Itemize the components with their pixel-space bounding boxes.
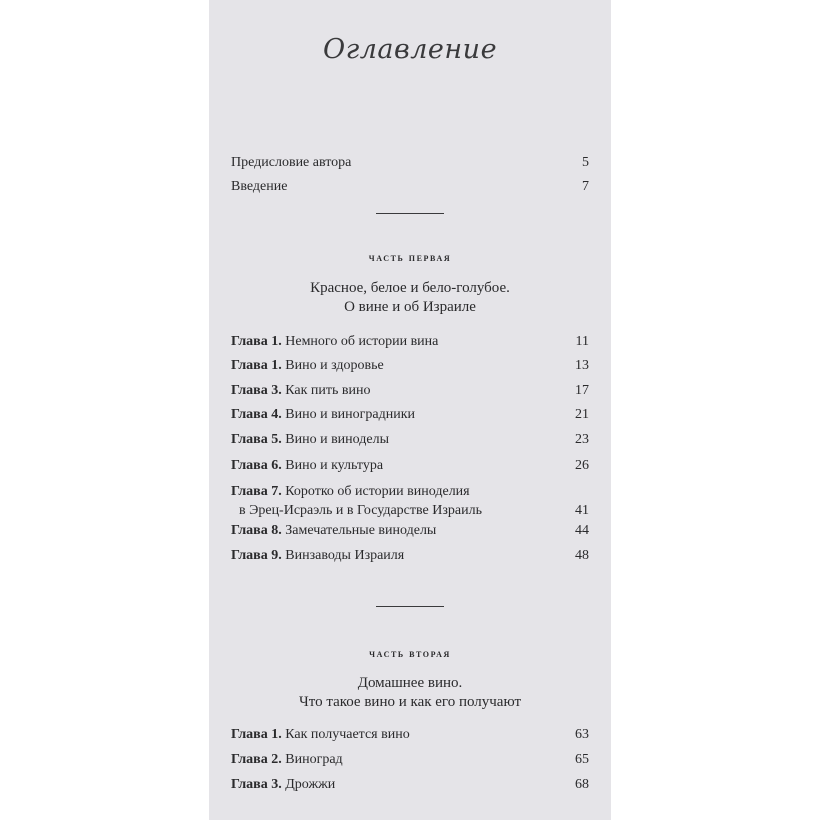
toc-entry-introduction	[231, 178, 589, 196]
part-one-title	[209, 279, 611, 317]
chapter-title: Как пить вино	[285, 383, 371, 398]
toc-entry-chapter	[231, 406, 589, 424]
chapter-number: Глава 2.	[231, 752, 282, 767]
toc-entry-chapter	[231, 431, 589, 449]
entry-page: 7	[582, 179, 589, 194]
toc-entry-preface	[231, 154, 589, 172]
entry-title: Введение	[231, 179, 288, 194]
entry-title: Предисловие автора	[231, 155, 352, 170]
book-page	[209, 0, 611, 820]
toc-entry-chapter	[231, 726, 589, 744]
part-two-title-line1: Домашнее вино.	[357, 675, 463, 691]
chapter-number: Глава 1.	[231, 727, 282, 742]
part-two-title	[209, 674, 611, 712]
toc-entry-chapter	[231, 522, 589, 540]
part-two-label: часть вторая	[369, 648, 451, 660]
part-one-title-line2: О вине и об Израиле	[344, 299, 476, 315]
chapter-number: Глава 9.	[231, 548, 282, 563]
entry-page: 13	[575, 358, 589, 373]
toc-entry-chapter	[231, 333, 589, 351]
entry-page: 17	[575, 383, 589, 398]
chapter-number: Глава 4.	[231, 407, 282, 422]
section-divider	[376, 213, 444, 214]
toc-entry-chapter	[231, 547, 589, 565]
toc-entry-chapter	[231, 776, 589, 794]
entry-page: 63	[575, 727, 589, 742]
entry-page: 41	[575, 503, 589, 518]
entry-page: 21	[575, 407, 589, 422]
chapter-title-continued: в Эрец-Исраэль и в Государстве Израиль	[239, 503, 482, 518]
chapter-number: Глава 8.	[231, 523, 282, 538]
entry-page: 44	[575, 523, 589, 538]
entry-page: 68	[575, 777, 589, 792]
chapter-title: Вино и виноградники	[285, 407, 416, 422]
chapter-number: Глава 3.	[231, 383, 282, 398]
entry-page: 23	[575, 432, 589, 447]
chapter-title: Замечательные виноделы	[285, 523, 437, 538]
toc-entry-chapter	[231, 457, 589, 475]
chapter-number: Глава 5.	[231, 432, 282, 447]
part-two-title-line2: Что такое вино и как его получают	[298, 694, 522, 710]
chapter-number: Глава 1.	[231, 334, 282, 349]
part-one-title-line1: Красное, белое и бело-голубое.	[310, 280, 510, 296]
toc-entry-chapter	[231, 751, 589, 769]
chapter-title: Вино и здоровье	[285, 358, 384, 373]
entry-page: 65	[575, 752, 589, 767]
chapter-number: Глава 1.	[231, 358, 282, 373]
chapter-title: Немного об истории вина	[285, 334, 439, 349]
chapter-number: Глава 7.	[231, 484, 282, 499]
chapter-title: Как получается вино	[285, 727, 410, 742]
chapter-number: Глава 3.	[231, 777, 282, 792]
page-title: Оглавление	[322, 34, 498, 65]
chapter-title: Винзаводы Израиля	[285, 548, 405, 563]
chapter-title: Вино и виноделы	[285, 432, 389, 447]
entry-page: 5	[582, 155, 589, 170]
toc-entry-chapter	[231, 382, 589, 400]
chapter-number: Глава 6.	[231, 458, 282, 473]
entry-page: 26	[575, 458, 589, 473]
section-divider	[376, 606, 444, 607]
entry-page: 48	[575, 548, 589, 563]
chapter-title: Вино и культура	[285, 458, 384, 473]
chapter-title: Коротко об истории виноделия	[285, 484, 470, 499]
chapter-title: Дрожжи	[285, 777, 336, 792]
chapter-title: Виноград	[285, 752, 343, 767]
toc-entry-chapter	[231, 357, 589, 375]
entry-page: 11	[575, 334, 589, 349]
toc-entry-chapter	[231, 482, 589, 520]
part-one-label: часть первая	[368, 252, 452, 264]
